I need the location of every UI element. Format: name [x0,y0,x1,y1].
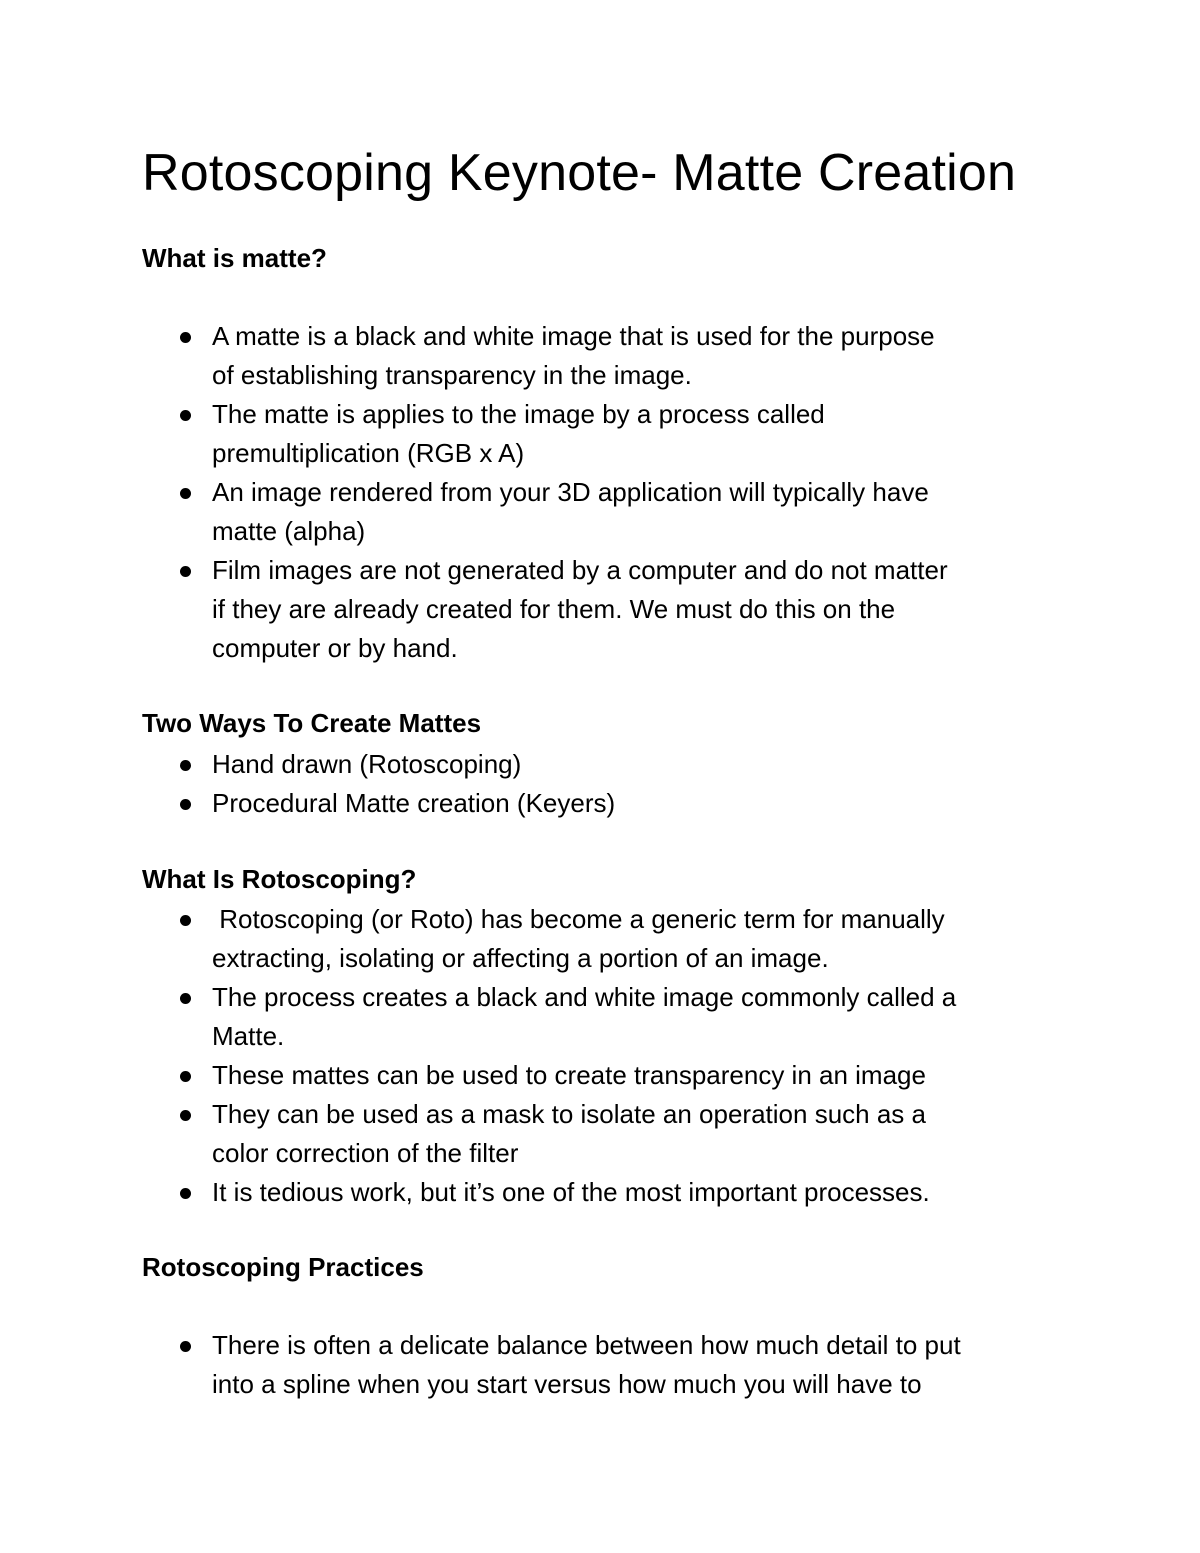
list-item: Hand drawn (Rotoscoping) [0,745,615,784]
list-item: Rotoscoping (or Roto) has become a generic term for manually extracting, isolating or affecting a portion of an image. [0,900,956,978]
section-heading-what-is-matte: What is matte? [142,243,327,273]
list-item: They can be used as a mask to isolate an operation such as a color correction of the filter [0,1095,956,1173]
list-item: Procedural Matte creation (Keyers) [0,784,615,823]
bullet-icon [180,488,191,499]
section-list-two-ways [0,745,615,823]
bullet-icon [180,915,191,926]
section-heading-two-ways: Two Ways To Create Mattes [142,708,482,738]
bullet-icon [180,410,191,421]
list-item: It is tedious work, but it’s one of the most important processes. [0,1173,956,1212]
section-heading-what-is-rotoscoping: What Is Rotoscoping? [142,864,417,894]
list-item: A matte is a black and white image that is used for the purpose of establishing transparency in the image. [0,317,948,395]
section-list-rotoscoping-practices [0,1326,961,1404]
list-item: There is often a delicate balance between how much detail to put into a spline when you start versus how much you will have to [0,1326,961,1404]
bullet-icon [180,1188,191,1199]
bullet-icon [180,1110,191,1121]
bullet-icon [180,1071,191,1082]
bullet-icon [180,799,191,810]
bullet-icon [180,993,191,1004]
section-heading-rotoscoping-practices: Rotoscoping Practices [142,1252,424,1282]
document-title: Rotoscoping Keynote- Matte Creation [142,144,1017,202]
bullet-icon [180,332,191,343]
bullet-icon [180,566,191,577]
list-item: The process creates a black and white image commonly called a Matte. [0,978,956,1056]
section-list-what-is-matte [0,317,948,668]
list-item: These mattes can be used to create transparency in an image [0,1056,956,1095]
list-item: An image rendered from your 3D application will typically have matte (alpha) [0,473,948,551]
bullet-icon [180,1341,191,1352]
list-item: Film images are not generated by a computer and do not matter if they are already created for them. We must do this on the computer or by hand. [0,551,948,668]
list-item: The matte is applies to the image by a process called premultiplication (RGB x A) [0,395,948,473]
bullet-icon [180,760,191,771]
section-list-what-is-rotoscoping [0,900,956,1212]
